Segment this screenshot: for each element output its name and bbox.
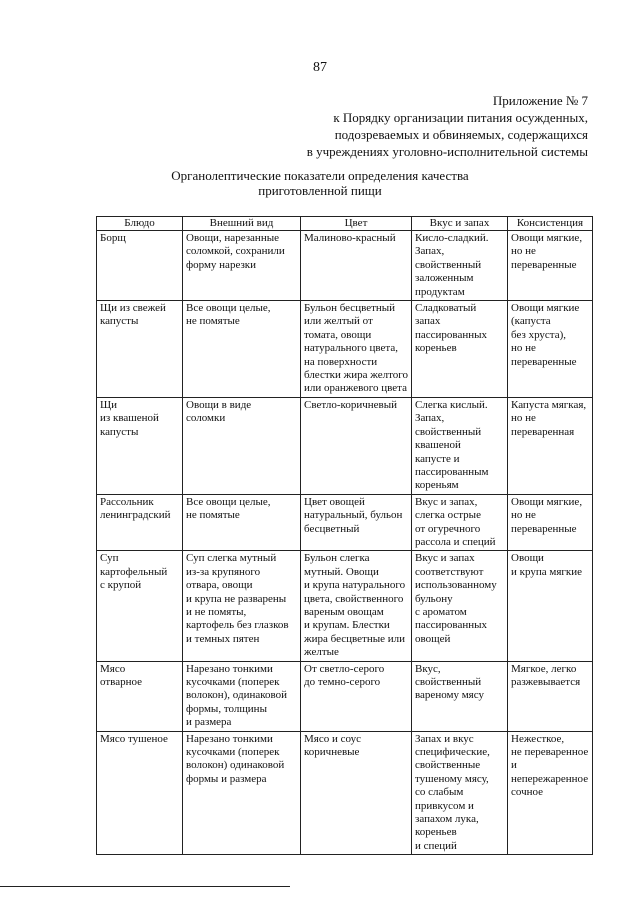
appendix-line: к Порядку организации питания осужденных, bbox=[333, 110, 588, 125]
dish-cell: Борщ bbox=[97, 231, 183, 301]
appearance-cell: Нарезано тонкими кусочками (поперек волокон), одинаковой формы, толщины и размера bbox=[183, 661, 301, 731]
color-cell: Цвет овощей натуральный, бульон бесцветный bbox=[301, 494, 412, 551]
header-consistency: Консистенция bbox=[508, 217, 593, 231]
color-cell: Бульон бесцветный или желтый от томата, овощи натурального цвета, на поверхности блестки жира желтого или оранжевого цвета bbox=[301, 301, 412, 398]
color-cell: Малиново-красный bbox=[301, 231, 412, 301]
title-line: приготовленной пищи bbox=[258, 183, 382, 198]
header-dish: Блюдо bbox=[97, 217, 183, 231]
header-taste-smell: Вкус и запах bbox=[412, 217, 508, 231]
dish-cell: Щи из квашеной капусты bbox=[97, 397, 183, 494]
appearance-cell: Все овощи целые, не помятые bbox=[183, 301, 301, 398]
appendix-line: Приложение № 7 bbox=[492, 93, 588, 108]
table-row bbox=[97, 231, 593, 301]
dish-cell: Мясо тушеное bbox=[97, 731, 183, 855]
appearance-cell: Овощи в виде соломки bbox=[183, 397, 301, 494]
taste-smell-cell: Сладковатый запах пассированных кореньев bbox=[412, 301, 508, 398]
taste-smell-cell: Вкус, свойственный вареному мясу bbox=[412, 661, 508, 731]
table-row bbox=[97, 301, 593, 398]
appearance-cell: Овощи, нарезанные соломкой, сохранили форму нарезки bbox=[183, 231, 301, 301]
title-line: Органолептические показатели определения качества bbox=[171, 168, 469, 183]
color-cell: От светло-серого до темно-серого bbox=[301, 661, 412, 731]
consistency-cell: Мягкое, легко разжевывается bbox=[508, 661, 593, 731]
consistency-cell: Капуста мягкая, но не переваренная bbox=[508, 397, 593, 494]
dish-cell: Мясо отварное bbox=[97, 661, 183, 731]
taste-smell-cell: Запах и вкус специфические, свойственные тушеному мясу, со слабым привкусом и запахом лука, кореньев и специй bbox=[412, 731, 508, 855]
taste-smell-cell: Вкус и запах, слегка острые от огуречного рассола и специй bbox=[412, 494, 508, 551]
appendix-line: подозреваемых и обвиняемых, содержащихся bbox=[334, 127, 588, 142]
table-row bbox=[97, 551, 593, 661]
consistency-cell: Овощи мягкие, но не переваренные bbox=[508, 231, 593, 301]
table-row bbox=[97, 397, 593, 494]
table-body bbox=[97, 231, 593, 855]
color-cell: Мясо и соус коричневые bbox=[301, 731, 412, 855]
taste-smell-cell: Вкус и запах соответствуют использованному бульону с ароматом пассированных овощей bbox=[412, 551, 508, 661]
consistency-cell: Овощи мягкие (капуста без хруста), но не переваренные bbox=[508, 301, 593, 398]
dish-cell: Суп картофельный с крупой bbox=[97, 551, 183, 661]
footnote-rule bbox=[0, 886, 290, 887]
dish-cell: Щи из свежей капусты bbox=[97, 301, 183, 398]
taste-smell-cell: Кисло-сладкий. Запах, свойственный заложенным продуктам bbox=[412, 231, 508, 301]
dish-cell: Рассольник ленинградский bbox=[97, 494, 183, 551]
appendix-header bbox=[307, 92, 588, 160]
consistency-cell: Овощи мягкие, но не переваренные bbox=[508, 494, 593, 551]
appearance-cell: Нарезано тонкими кусочками (поперек волокон) одинаковой формы и размера bbox=[183, 731, 301, 855]
taste-smell-cell: Слегка кислый. Запах, свойственный квашеной капусте и пассированным кореньям bbox=[412, 397, 508, 494]
organoleptic-table bbox=[96, 216, 593, 855]
document-title bbox=[0, 168, 640, 198]
table-header-row bbox=[97, 217, 593, 231]
header-color: Цвет bbox=[301, 217, 412, 231]
appearance-cell: Суп слегка мутный из-за крупяного отвара, овощи и крупа не разварены и не помяты, картофель без глазков и темных пятен bbox=[183, 551, 301, 661]
consistency-cell: Овощи и крупа мягкие bbox=[508, 551, 593, 661]
consistency-cell: Нежесткое, не переваренное и непережаренное сочное bbox=[508, 731, 593, 855]
header-appearance: Внешний вид bbox=[183, 217, 301, 231]
appendix-line: в учреждениях уголовно-исполнительной системы bbox=[306, 144, 588, 159]
page-number: 87 bbox=[313, 60, 327, 75]
color-cell: Светло-коричневый bbox=[301, 397, 412, 494]
table-row bbox=[97, 494, 593, 551]
table-row bbox=[97, 661, 593, 731]
color-cell: Бульон слегка мутный. Овощи и крупа натурального цвета, свойственного вареным овощам и крупам. Блестки жира бесцветные или желтые bbox=[301, 551, 412, 661]
table-row bbox=[97, 731, 593, 855]
appearance-cell: Все овощи целые, не помятые bbox=[183, 494, 301, 551]
